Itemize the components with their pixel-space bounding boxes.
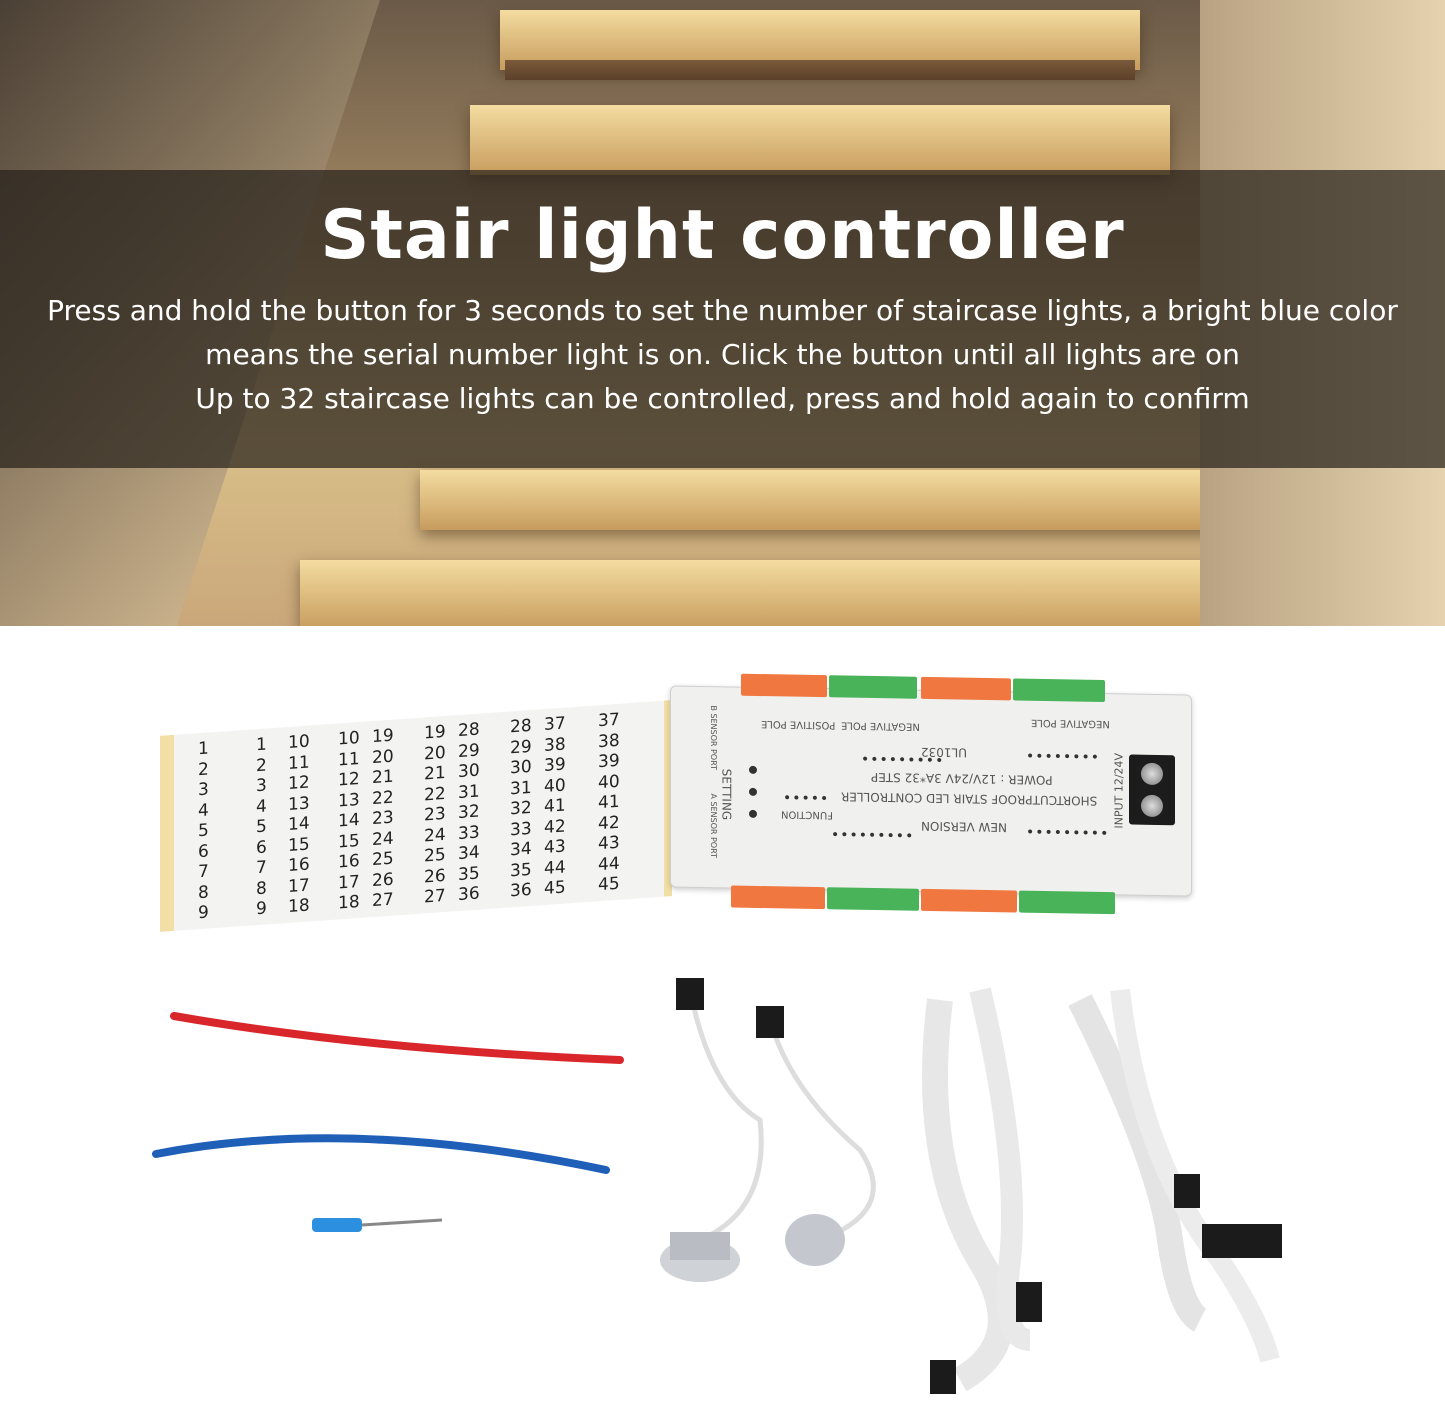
label-number: 17 (338, 871, 360, 893)
label-number: 41 (598, 791, 620, 814)
label-column (256, 734, 267, 919)
label-number: 11 (288, 751, 310, 774)
input-label: INPUT 12/24V (1112, 752, 1126, 829)
label-number: 24 (372, 828, 394, 850)
label-number: 22 (372, 787, 394, 809)
label-number: 3 (256, 775, 267, 797)
label-number: 1 (198, 738, 209, 760)
label-number: 45 (598, 873, 620, 896)
label-column (288, 731, 310, 917)
hero-line-2: means the serial number light is on. Click the button until all lights are on (205, 338, 1240, 371)
label-number: 3 (198, 779, 209, 801)
terminal-block-green (1013, 678, 1105, 702)
label-column (510, 716, 532, 902)
label-number: 25 (424, 844, 446, 867)
label-column (338, 728, 360, 914)
led-indicator-row: ••••••••• (861, 751, 945, 770)
label-number: 26 (424, 865, 446, 887)
label-number: 14 (338, 809, 360, 832)
label-number: 24 (424, 824, 446, 846)
label-number: 13 (288, 792, 310, 815)
led-indicator-row: ••••••••• (1026, 824, 1110, 843)
label-number: 38 (598, 730, 620, 752)
label-number: 7 (198, 861, 209, 883)
label-number: 44 (544, 857, 566, 879)
label-number: 5 (256, 816, 267, 838)
label-column (372, 726, 394, 912)
label-number: 9 (198, 902, 209, 924)
label-number: 25 (372, 848, 394, 871)
label-number: 37 (598, 709, 620, 732)
motion-sensors (640, 970, 900, 1320)
blue-wire (150, 1120, 620, 1180)
label-number: 13 (338, 789, 360, 811)
label-number: 18 (288, 895, 310, 917)
label-number: 11 (338, 748, 360, 770)
stair-step (420, 470, 1250, 530)
label-number: 31 (458, 781, 480, 803)
label-column (598, 710, 620, 896)
label-number: 34 (510, 838, 532, 861)
label-number: 29 (510, 736, 532, 758)
label-number: 18 (338, 891, 360, 914)
negative-pole-label: NEGATIVE POLE (841, 719, 920, 732)
hero-line-1: Press and hold the button for 3 seconds to set the number of staircase lights, a bright blue color (47, 294, 1398, 327)
terminal-block-orange (921, 889, 1017, 913)
label-number: 2 (198, 758, 209, 780)
label-number: 35 (458, 863, 480, 885)
label-number: 15 (288, 833, 310, 856)
hero-title: Stair light controller (320, 196, 1125, 275)
label-number: 10 (288, 731, 310, 753)
label-number: 6 (198, 840, 209, 862)
terminal-block-green (829, 675, 917, 699)
label-number: 32 (458, 801, 480, 824)
stair-step-front (505, 60, 1135, 80)
label-number: 30 (510, 756, 532, 779)
terminal-block-orange (731, 886, 825, 910)
sensor-port-a-label: A SENSOR PORT (708, 793, 718, 859)
power-input-terminal (1129, 754, 1175, 825)
label-number: 8 (198, 881, 209, 903)
label-number: 44 (598, 853, 620, 875)
label-number: 41 (544, 795, 566, 818)
label-number: 2 (256, 754, 267, 776)
label-number: 43 (544, 836, 566, 859)
label-number: 40 (598, 771, 620, 793)
label-number: 34 (458, 842, 480, 865)
label-number: 38 (544, 734, 566, 756)
label-number: 42 (598, 812, 620, 834)
label-number: 1 (256, 734, 267, 756)
hero-banner (0, 0, 1445, 626)
label-number: 21 (424, 762, 446, 785)
label-number: 10 (338, 727, 360, 750)
negative-pole-label-2: NEGATIVE POLE (1031, 716, 1110, 730)
label-number: 36 (458, 883, 480, 906)
label-column (198, 738, 209, 923)
label-number: 14 (288, 813, 310, 835)
label-number: 27 (424, 885, 446, 908)
terminal-block-green (827, 887, 919, 911)
stair-step (470, 105, 1170, 175)
label-number: 23 (424, 803, 446, 826)
led-indicator-row: ••••••••• (831, 827, 915, 845)
controller-name-label: SHORTCUTPROOF STAIR LED CONTROLLER (841, 789, 1098, 808)
setting-button[interactable] (749, 788, 757, 796)
label-number: 7 (256, 857, 267, 879)
label-number: 27 (372, 889, 394, 912)
label-number: 19 (424, 721, 446, 744)
label-number: 36 (510, 879, 532, 902)
screwdriver-icon (310, 1212, 450, 1242)
power-label: POWER : 12V/24V 3A*32 STEP (871, 769, 1053, 788)
label-number: 28 (458, 719, 480, 742)
label-number: 23 (372, 807, 394, 830)
label-number: 32 (510, 797, 532, 820)
label-number: 33 (510, 818, 532, 840)
sensor-port-b-label: B SENSOR PORT (708, 705, 718, 771)
label-number: 39 (598, 750, 620, 773)
label-number: 20 (372, 746, 394, 768)
label-number: 4 (256, 795, 267, 817)
setting-button[interactable] (749, 810, 757, 818)
label-column (544, 714, 566, 900)
label-number: 26 (372, 869, 394, 891)
positive-pole-label: POSITIVE POLE (761, 718, 836, 731)
model-label: UL1032 (921, 744, 968, 760)
led-indicator-row: •••••••• (1026, 748, 1101, 766)
label-number: 28 (510, 715, 532, 738)
led-controller-board (670, 685, 1192, 896)
function-label: FUNCTION (781, 808, 833, 821)
label-number: 21 (372, 766, 394, 789)
label-number: 22 (424, 783, 446, 805)
label-number: 9 (256, 898, 267, 920)
terminal-block-green (1019, 891, 1115, 915)
label-column (458, 720, 480, 906)
led-indicator-row: ••••• (783, 790, 830, 808)
label-number: 12 (338, 768, 360, 791)
label-number: 29 (458, 740, 480, 762)
label-number: 30 (458, 760, 480, 783)
terminal-block-orange (741, 674, 827, 698)
hero-line-3: Up to 32 staircase lights can be controlled, press and hold again to confirm (195, 382, 1250, 415)
stair-step (300, 560, 1300, 626)
terminal-block-orange (921, 677, 1011, 701)
label-number: 33 (458, 822, 480, 844)
number-label-sheet (160, 700, 672, 932)
label-number: 40 (544, 775, 566, 797)
label-number: 8 (256, 877, 267, 899)
screw-icon (1141, 795, 1163, 817)
label-number: 12 (288, 772, 310, 794)
extension-cables (900, 960, 1300, 1410)
screw-icon (1141, 763, 1163, 785)
label-number: 4 (198, 799, 209, 821)
label-number: 16 (288, 854, 310, 876)
label-column (424, 722, 446, 908)
label-number: 37 (544, 713, 566, 736)
label-number: 42 (544, 816, 566, 838)
version-label: NEW VERSION (921, 818, 1007, 835)
label-number: 5 (198, 820, 209, 842)
label-number: 6 (256, 836, 267, 858)
label-number: 39 (544, 754, 566, 777)
setting-label: SETTING (719, 768, 734, 821)
red-wire (170, 1010, 630, 1070)
label-number: 16 (338, 850, 360, 873)
setting-button[interactable] (749, 766, 757, 774)
label-number: 43 (598, 832, 620, 855)
label-number: 35 (510, 859, 532, 881)
label-number: 31 (510, 777, 532, 799)
label-number: 17 (288, 874, 310, 897)
label-number: 45 (544, 877, 566, 900)
label-number: 20 (424, 742, 446, 764)
label-number: 15 (338, 830, 360, 852)
label-number: 19 (372, 725, 394, 748)
